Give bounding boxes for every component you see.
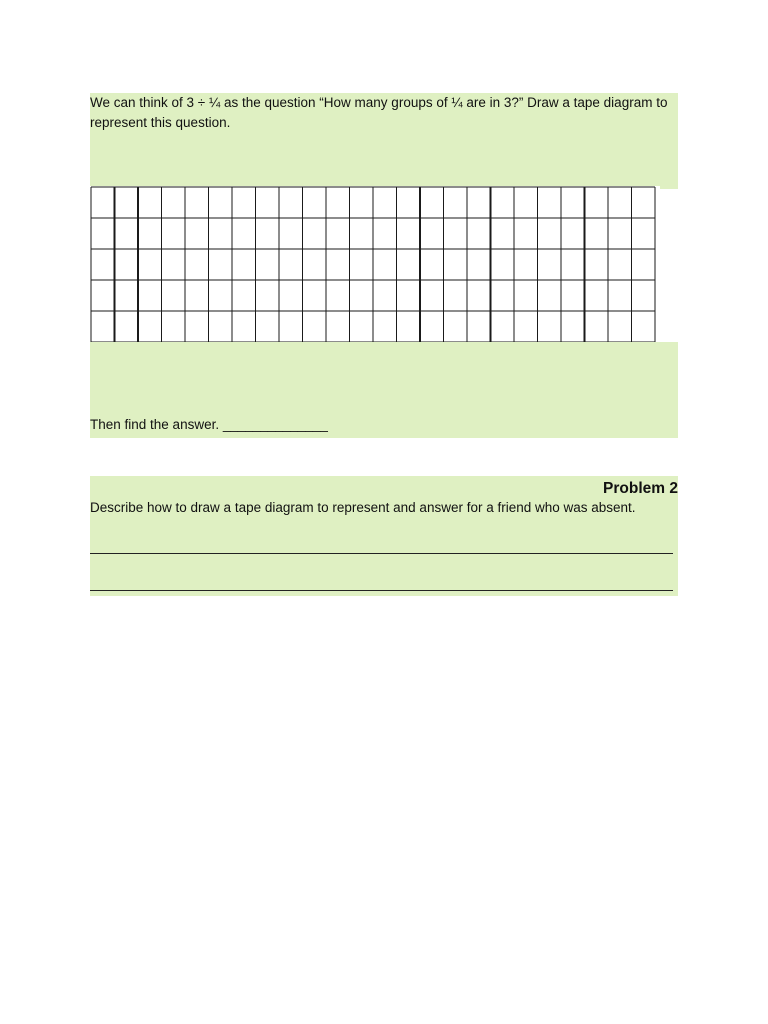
- problem-1-prompt-text: We can think of 3 ÷ ¼ as the question “How many groups of ¼ are in 3?” Draw a tape diagram to represent this question.: [90, 95, 668, 130]
- tape-diagram-grid-area[interactable]: [90, 186, 660, 342]
- problem-2-heading: Problem 2: [603, 480, 678, 497]
- tape-diagram-grid[interactable]: [90, 186, 660, 342]
- answer-write-line[interactable]: [90, 553, 673, 554]
- answer-prompt: Then find the answer. ______________: [90, 417, 328, 432]
- answer-write-line[interactable]: [90, 590, 673, 591]
- problem-1-prompt-panel: [90, 93, 678, 189]
- problem-1-answer-panel: [90, 342, 678, 438]
- problem-2-prompt-text: Describe how to draw a tape diagram to represent and answer for a friend who was absent.: [90, 500, 636, 515]
- problem-2-panel: [90, 476, 678, 596]
